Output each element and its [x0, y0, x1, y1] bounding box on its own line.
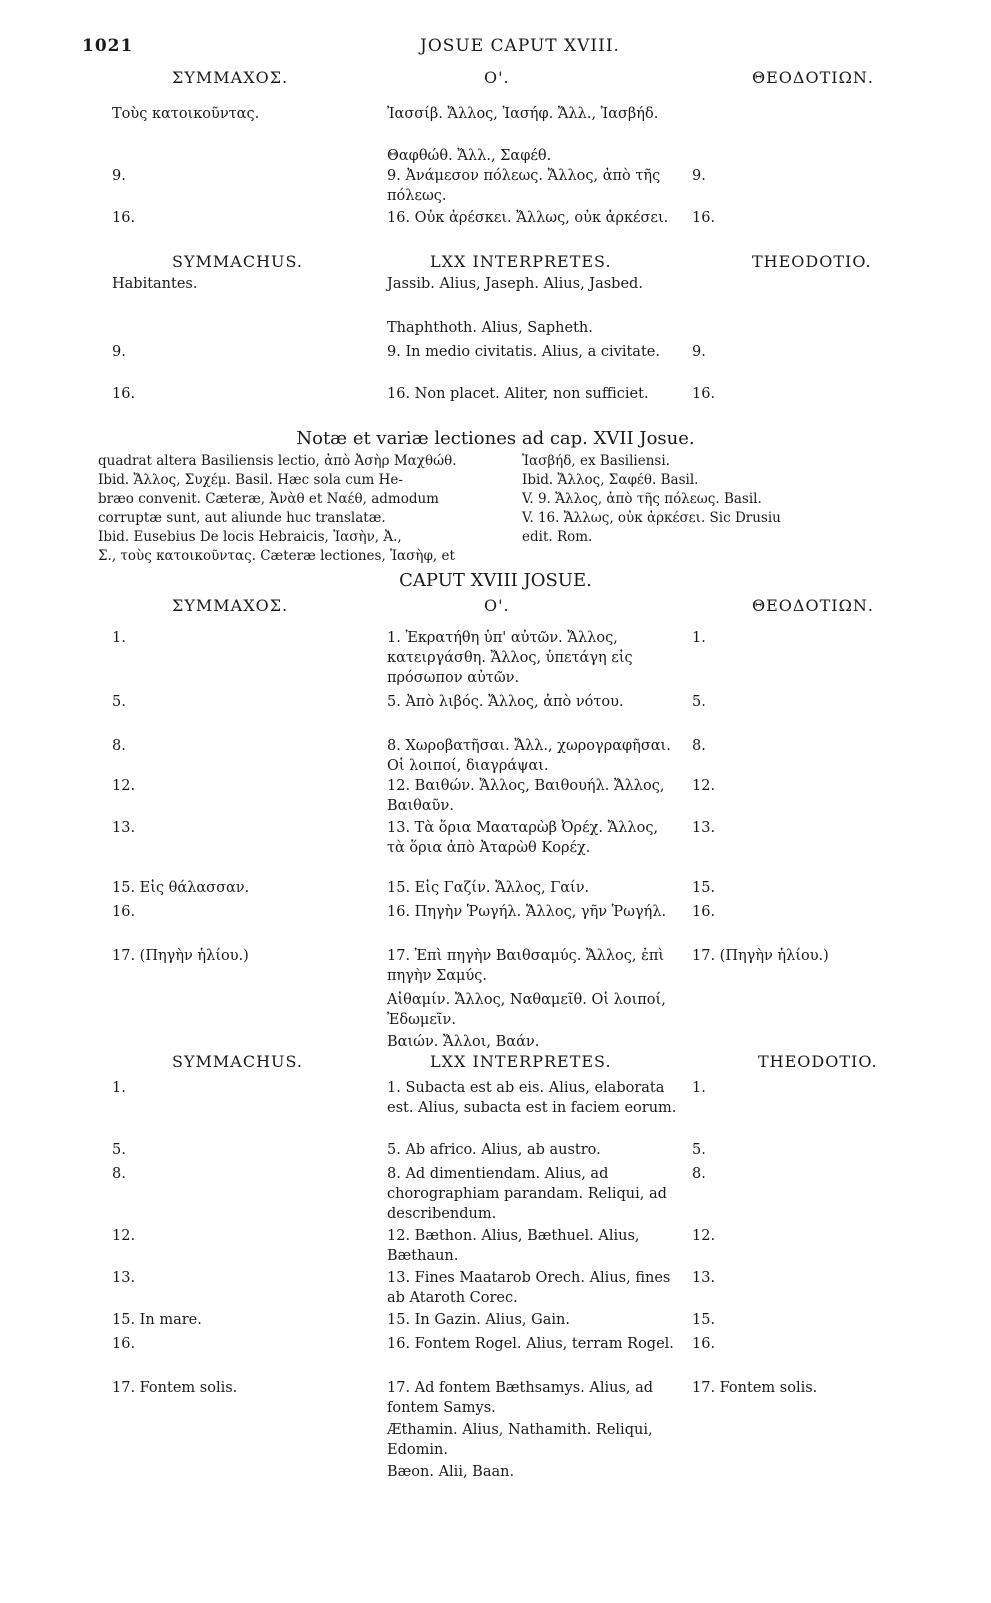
latin-lxx-row-3: 16. Non placet. Aliter, non sufficiet.	[387, 386, 649, 402]
greek-sym-row-0: Τοὺς κατοικοῦντας.	[112, 106, 260, 122]
ch-greek-sym-15: 15. Εἰς θάλασσαν.	[112, 880, 250, 896]
symmachus-heading: SYMMACHUS.	[172, 252, 303, 271]
latin-sym-row-3: 16.	[112, 386, 136, 402]
ch-greek-theo-8: 8.	[692, 738, 706, 754]
latin-lxx-row-0: Jassib. Alius, Jaseph. Alius, Jasbed.	[387, 276, 643, 292]
ch-latin-sym-12: 12.	[112, 1228, 136, 1244]
greek-sym-row-2: 9.	[112, 168, 126, 184]
ch-greek-sym-1: 1.	[112, 630, 126, 646]
greek-lxx-row-1: Θαφθώθ. Ἄλλ., Σαφέθ.	[387, 148, 552, 164]
ch-latin-sym-8: 8.	[112, 1166, 126, 1182]
ch-greek-lxx-15: 15. Εἰς Γαζίν. Ἄλλος, Γαίν.	[387, 880, 590, 896]
note-right-line: V. 16. Ἄλλως, οὐκ ἀρκέσει. Sic Drusiu	[522, 510, 781, 526]
ch-greek-lxx-baion: Βαιών. Ἄλλοι, Βαάν.	[387, 1034, 540, 1050]
running-title: JOSUE CAPUT XVIII.	[420, 36, 620, 56]
ch-greek-theo-5: 5.	[692, 694, 706, 710]
ch-greek-lxx-8: 8. Χωροβατῆσαι. Ἄλλ., χωρογραφῆσαι. Οἱ λοιποί, διαγράψαι.	[387, 738, 671, 774]
chapter-theodotio-heading: THEODOTIO.	[758, 1052, 878, 1071]
ch-latin-theo-5: 5.	[692, 1142, 706, 1158]
septuagint-heading: O'.	[484, 68, 510, 87]
ch-greek-lxx-1: 1. Ἐκρατήθη ὑπ' αὐτῶν. Ἄλλος, κατειργάσθη. Ἄλλος, ὑπετάγη εἰς πρόσωπον αὐτῶν.	[387, 630, 633, 686]
chapter-septuagint-heading: O'.	[484, 596, 510, 615]
latin-sym-row-2: 9.	[112, 344, 126, 360]
ch-latin-lxx-aethamin: Æthamin. Alius, Nathamith. Reliqui, Edomin.	[387, 1422, 653, 1458]
theodotio-heading: THEODOTIO.	[752, 252, 872, 271]
ch-latin-sym-16: 16.	[112, 1336, 136, 1352]
ch-greek-lxx-16: 16. Πηγὴν Ῥωγήλ. Ἄλλος, γῆν Ῥωγήλ.	[387, 904, 667, 920]
ch-latin-lxx-baeon: Bæon. Alii, Baan.	[387, 1464, 515, 1480]
lxx-interpretes-heading: LXX INTERPRETES.	[430, 252, 612, 271]
greek-theo-row-3: 16.	[692, 210, 716, 226]
note-left-line: bræo convenit. Cæteræ, Ἀνὰθ et Ναέθ, admodum	[98, 491, 439, 507]
note-left-line: quadrat altera Basiliensis lectio, ἀπὸ Ἀσὴρ Μαχθώθ.	[98, 453, 457, 469]
ch-latin-theo-8: 8.	[692, 1166, 706, 1182]
notes-title: Notæ et variæ lectiones ad cap. XVII Josue.	[296, 428, 695, 449]
ch-latin-lxx-12: 12. Bæthon. Alius, Bæthuel. Alius, Bæthaun.	[387, 1228, 640, 1264]
ch-greek-lxx-17: 17. Ἐπὶ πηγὴν Βαιθσαμύς. Ἄλλος, ἐπὶ πηγὴν Σαμύς.	[387, 948, 665, 984]
chapter-lxx-interpretes-heading: LXX INTERPRETES.	[430, 1052, 612, 1071]
note-left-line: Ibid. Ἄλλος, Συχέμ. Basil. Hæc sola cum He-	[98, 472, 403, 488]
greek-sym-row-3: 16.	[112, 210, 136, 226]
greek-lxx-row-2: 9. Ἀνάμεσον πόλεως. Ἄλλος, ἀπὸ τῆς πόλεως.	[387, 168, 661, 204]
note-left-line: Σ., τοὺς κατοικοῦντας. Cæteræ lectiones, Ἰασὴφ, et	[98, 548, 455, 564]
latin-sym-row-0: Habitantes.	[112, 276, 198, 292]
ch-latin-sym-13: 13.	[112, 1270, 136, 1286]
ch-latin-sym-5: 5.	[112, 1142, 126, 1158]
ch-latin-theo-16: 16.	[692, 1336, 716, 1352]
greek-lxx-row-0: Ἰασσίβ. Ἄλλος, Ἰασήφ. Ἄλλ., Ἰασβήδ.	[387, 106, 659, 122]
chapter-symmachos-heading: ΣΥΜΜΑΧΟΣ.	[172, 596, 289, 615]
chapter-title: CAPUT XVIII JOSUE.	[399, 570, 592, 591]
ch-latin-sym-15: 15. In mare.	[112, 1312, 202, 1328]
note-left-line: corruptæ sunt, aut aliunde huc translatæ.	[98, 510, 386, 526]
ch-latin-sym-17: 17. Fontem solis.	[112, 1380, 238, 1396]
note-right-line: edit. Rom.	[522, 529, 593, 545]
latin-lxx-row-2: 9. In medio civitatis. Alius, a civitate.	[387, 344, 660, 360]
ch-greek-theo-13: 13.	[692, 820, 716, 836]
ch-greek-lxx-5: 5. Ἀπὸ λιβός. Ἄλλος, ἀπὸ νότου.	[387, 694, 624, 710]
ch-latin-theo-12: 12.	[692, 1228, 716, 1244]
ch-latin-lxx-15: 15. In Gazin. Alius, Gain.	[387, 1312, 570, 1328]
ch-greek-theo-17: 17. (Πηγὴν ἡλίου.)	[692, 948, 829, 964]
ch-greek-sym-5: 5.	[112, 694, 126, 710]
ch-greek-sym-12: 12.	[112, 778, 136, 794]
latin-lxx-row-1: Thaphthoth. Alius, Sapheth.	[387, 320, 593, 336]
ch-latin-lxx-17: 17. Ad fontem Bæthsamys. Alius, ad fontem Samys.	[387, 1380, 654, 1416]
ch-latin-theo-15: 15.	[692, 1312, 716, 1328]
note-right-line: Ibid. Ἄλλος, Σαφέθ. Basil.	[522, 472, 699, 488]
ch-latin-theo-1: 1.	[692, 1080, 706, 1096]
ch-latin-theo-13: 13.	[692, 1270, 716, 1286]
ch-latin-sym-1: 1.	[112, 1080, 126, 1096]
ch-latin-lxx-5: 5. Ab africo. Alius, ab austro.	[387, 1142, 601, 1158]
note-left-line: Ibid. Eusebius De locis Hebraicis, Ἰασὴν, Ἀ.,	[98, 529, 402, 545]
page-number: 1021	[82, 36, 134, 56]
ch-greek-lxx-13: 13. Τὰ ὅρια Μααταρὼβ Ὀρέχ. Ἄλλος, τὰ ὅρια ἀπὸ Ἀταρὼθ Κορέχ.	[387, 820, 659, 856]
ch-latin-lxx-16: 16. Fontem Rogel. Alius, terram Rogel.	[387, 1336, 674, 1352]
ch-latin-theo-17: 17. Fontem solis.	[692, 1380, 818, 1396]
ch-greek-lxx-aithamin: Αἰθαμίν. Ἄλλος, Ναθαμεῖθ. Οἱ λοιποί, Ἐδωμεῖν.	[387, 992, 666, 1028]
ch-greek-theo-16: 16.	[692, 904, 716, 920]
latin-theo-row-2: 9.	[692, 344, 706, 360]
chapter-theodotion-heading: ΘΕΟΔΟΤΙΩΝ.	[752, 596, 874, 615]
ch-greek-sym-13: 13.	[112, 820, 136, 836]
greek-theo-row-2: 9.	[692, 168, 706, 184]
latin-theo-row-3: 16.	[692, 386, 716, 402]
ch-greek-lxx-12: 12. Βαιθών. Ἄλλος, Βαιθουήλ. Ἄλλος, Βαιθαῦν.	[387, 778, 665, 814]
greek-lxx-row-3: 16. Οὐκ ἀρέσκει. Ἄλλως, οὐκ ἀρκέσει.	[387, 210, 669, 226]
chapter-symmachus-heading: SYMMACHUS.	[172, 1052, 303, 1071]
ch-greek-sym-8: 8.	[112, 738, 126, 754]
ch-greek-sym-16: 16.	[112, 904, 136, 920]
note-right-line: V. 9. Ἄλλος, ἀπὸ τῆς πόλεως. Basil.	[522, 491, 762, 507]
theodotion-heading: ΘΕΟΔΟΤΙΩΝ.	[752, 68, 874, 87]
ch-greek-sym-17: 17. (Πηγὴν ἡλίου.)	[112, 948, 249, 964]
ch-greek-theo-15: 15.	[692, 880, 716, 896]
note-right-line: Ἰασβήδ, ex Basiliensi.	[522, 453, 670, 469]
ch-latin-lxx-13: 13. Fines Maatarob Orech. Alius, fines ab Ataroth Corec.	[387, 1270, 671, 1306]
ch-latin-lxx-8: 8. Ad dimentiendam. Alius, ad chorographiam parandam. Reliqui, ad describendum.	[387, 1166, 667, 1222]
ch-greek-theo-12: 12.	[692, 778, 716, 794]
ch-greek-theo-1: 1.	[692, 630, 706, 646]
ch-latin-lxx-1: 1. Subacta est ab eis. Alius, elaborata est. Alius, subacta est in faciem eorum.	[387, 1080, 677, 1116]
symmachos-heading: ΣΥΜΜΑΧΟΣ.	[172, 68, 289, 87]
